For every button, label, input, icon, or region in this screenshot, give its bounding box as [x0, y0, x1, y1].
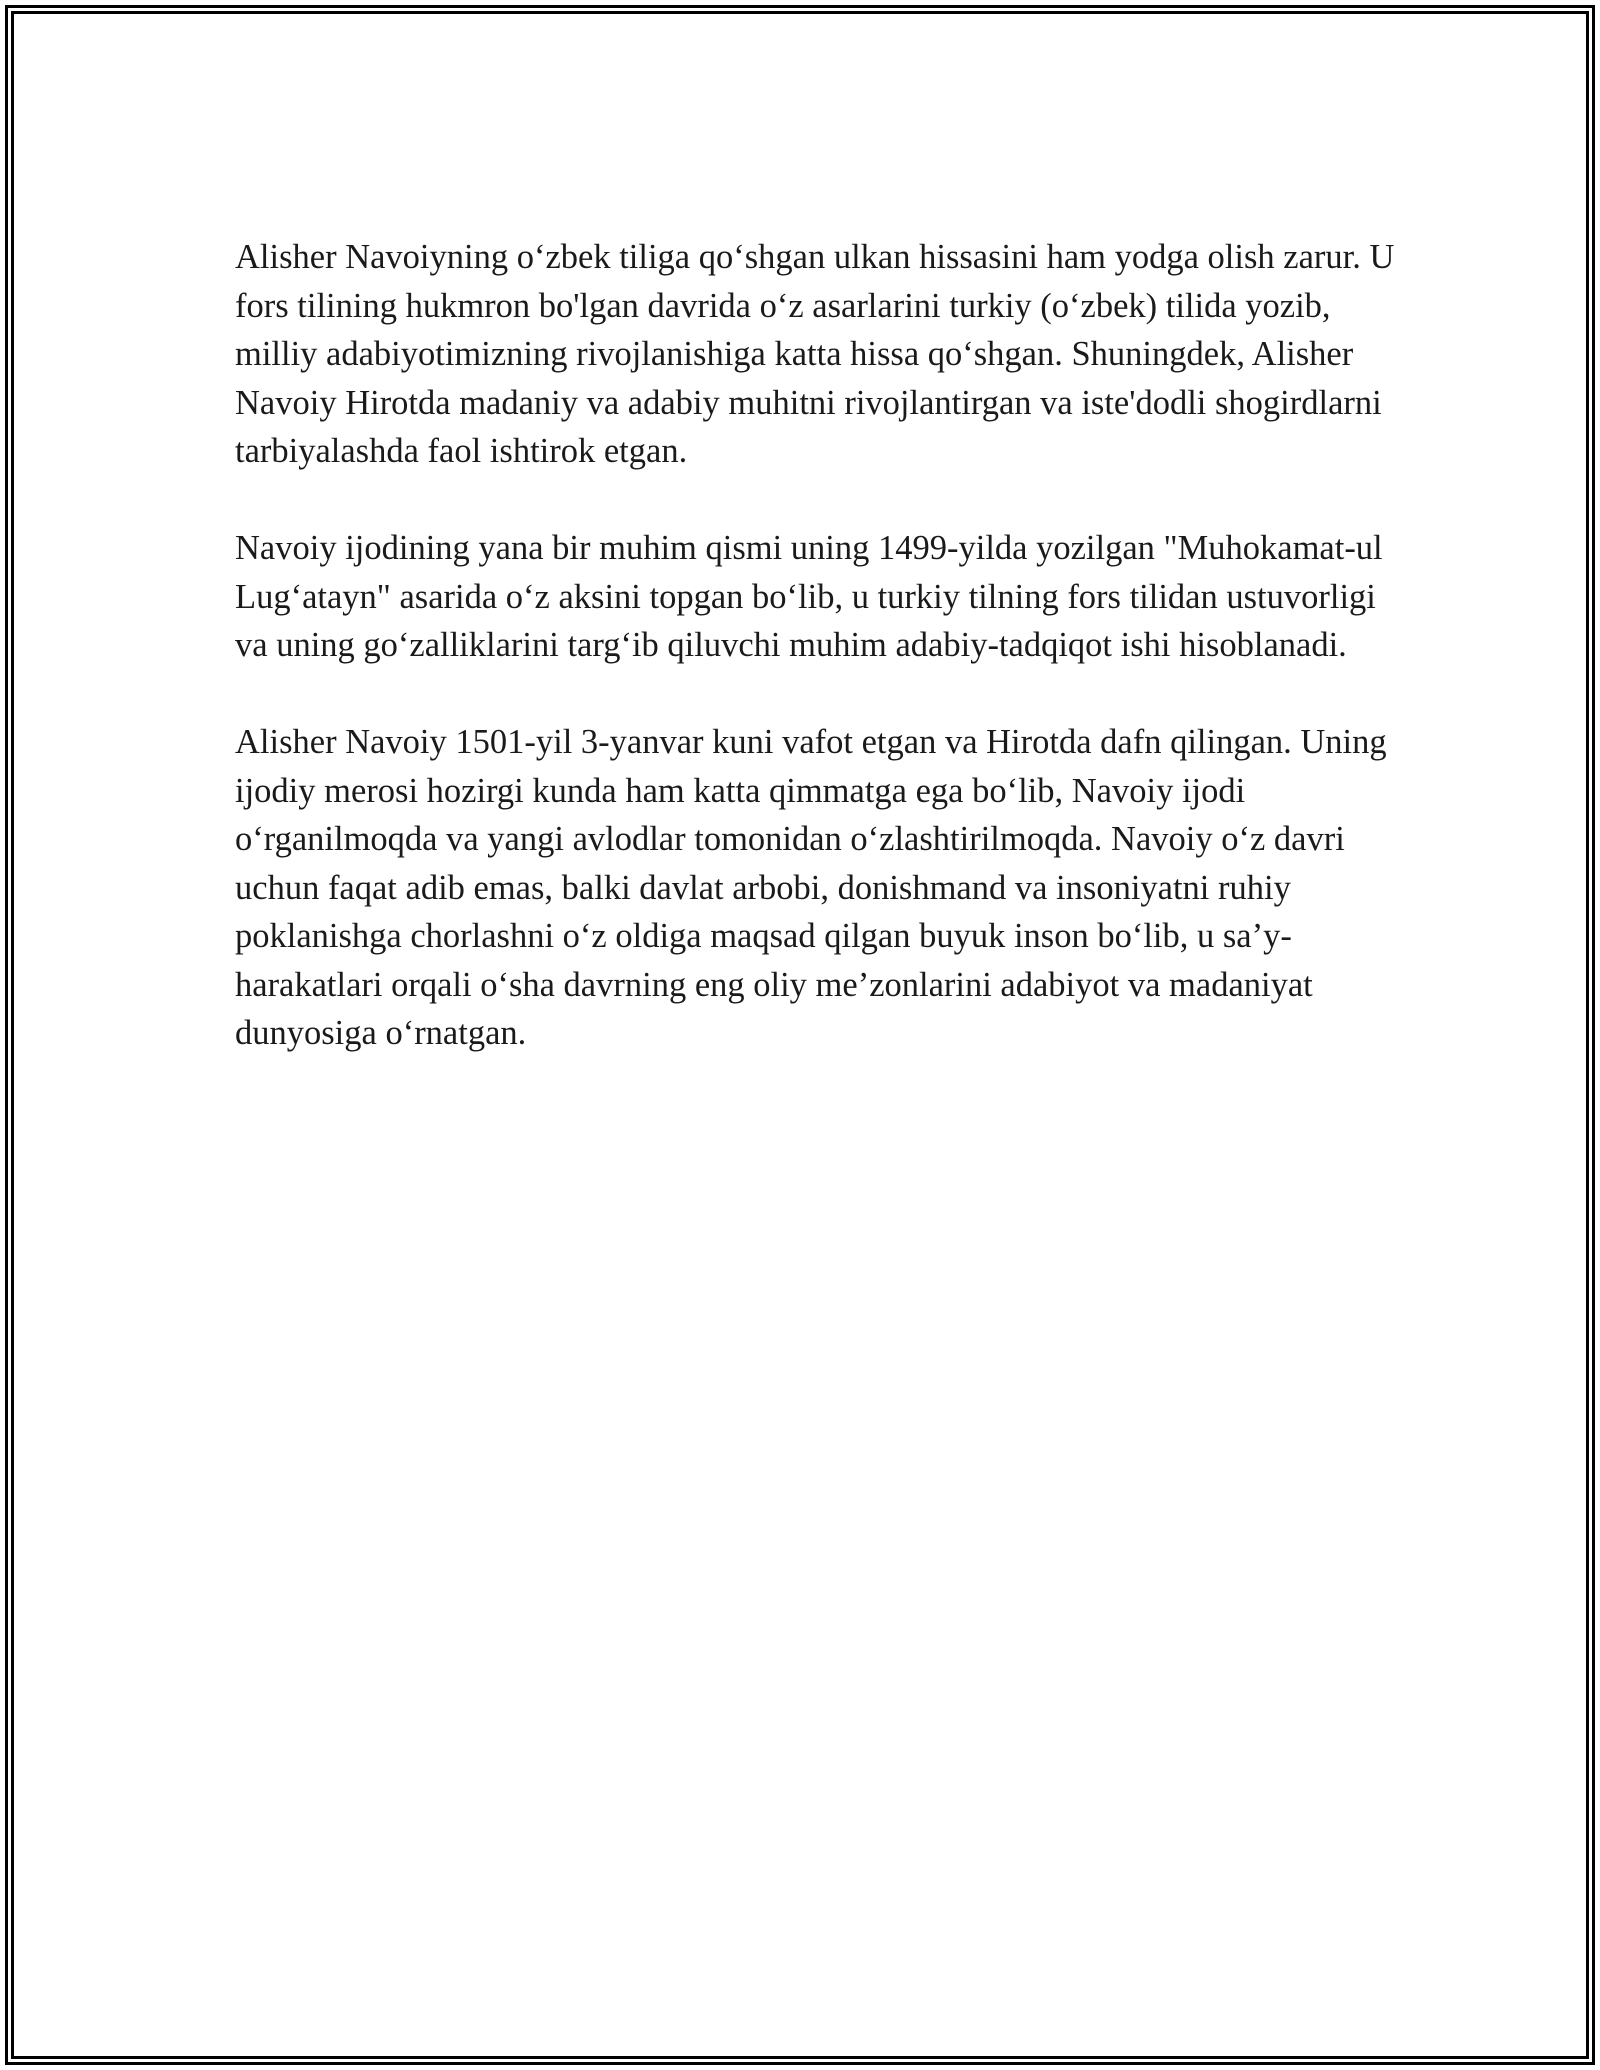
paragraph-1: Alisher Navoiyning o‘zbek tiliga qo‘shgan ulkan hissasini ham yodga olish zarur. U fors tilining hukmron bo'lgan davrida o‘z asarlarini turkiy (o‘zbek) tilida yozib, milliy adabiyotimizning rivojlanishiga katta hissa qo‘shgan. Shuningdek, Alisher Navoiy Hirotda madaniy va adabiy muhitni rivojlantirgan va iste'dodli shogirdlarni tarbiyalashda faol ishtirok etgan. [235, 238, 1395, 470]
paragraph-3: Alisher Navoiy 1501-yil 3-yanvar kuni vafot etgan va Hirotda dafn qilingan. Uning ijodiy merosi hozirgi kunda ham katta qimmatga ega bo‘lib, Navoiy ijodi o‘rganilmoqda va yangi avlodlar tomonidan o‘zlashtirilmoqda. Navoiy o‘z davri uchun faqat adib emas, balki davlat arbobi, donishmand va insoniyatni ruhiy poklanishga chorlashni o‘z oldiga maqsad qilgan buyuk inson bo‘lib, u sa’y-harakatlari orqali o‘sha davrning eng oliy me’zonlarini adabiyot va madaniyat dunyosiga o‘rnatgan. [235, 723, 1387, 1052]
document-body [235, 233, 1395, 1058]
paragraph-2: Navoiy ijodining yana bir muhim qismi uning 1499-yilda yozilgan "Muhokamat-ul Lug‘atayn" asarida o‘z aksini topgan bo‘lib, u turkiy tilning fors tilidan ustuvorligi va uning go‘zalliklarini targ‘ib qiluvchi muhim adabiy-tadqiqot ishi hisoblanadi. [235, 529, 1383, 664]
